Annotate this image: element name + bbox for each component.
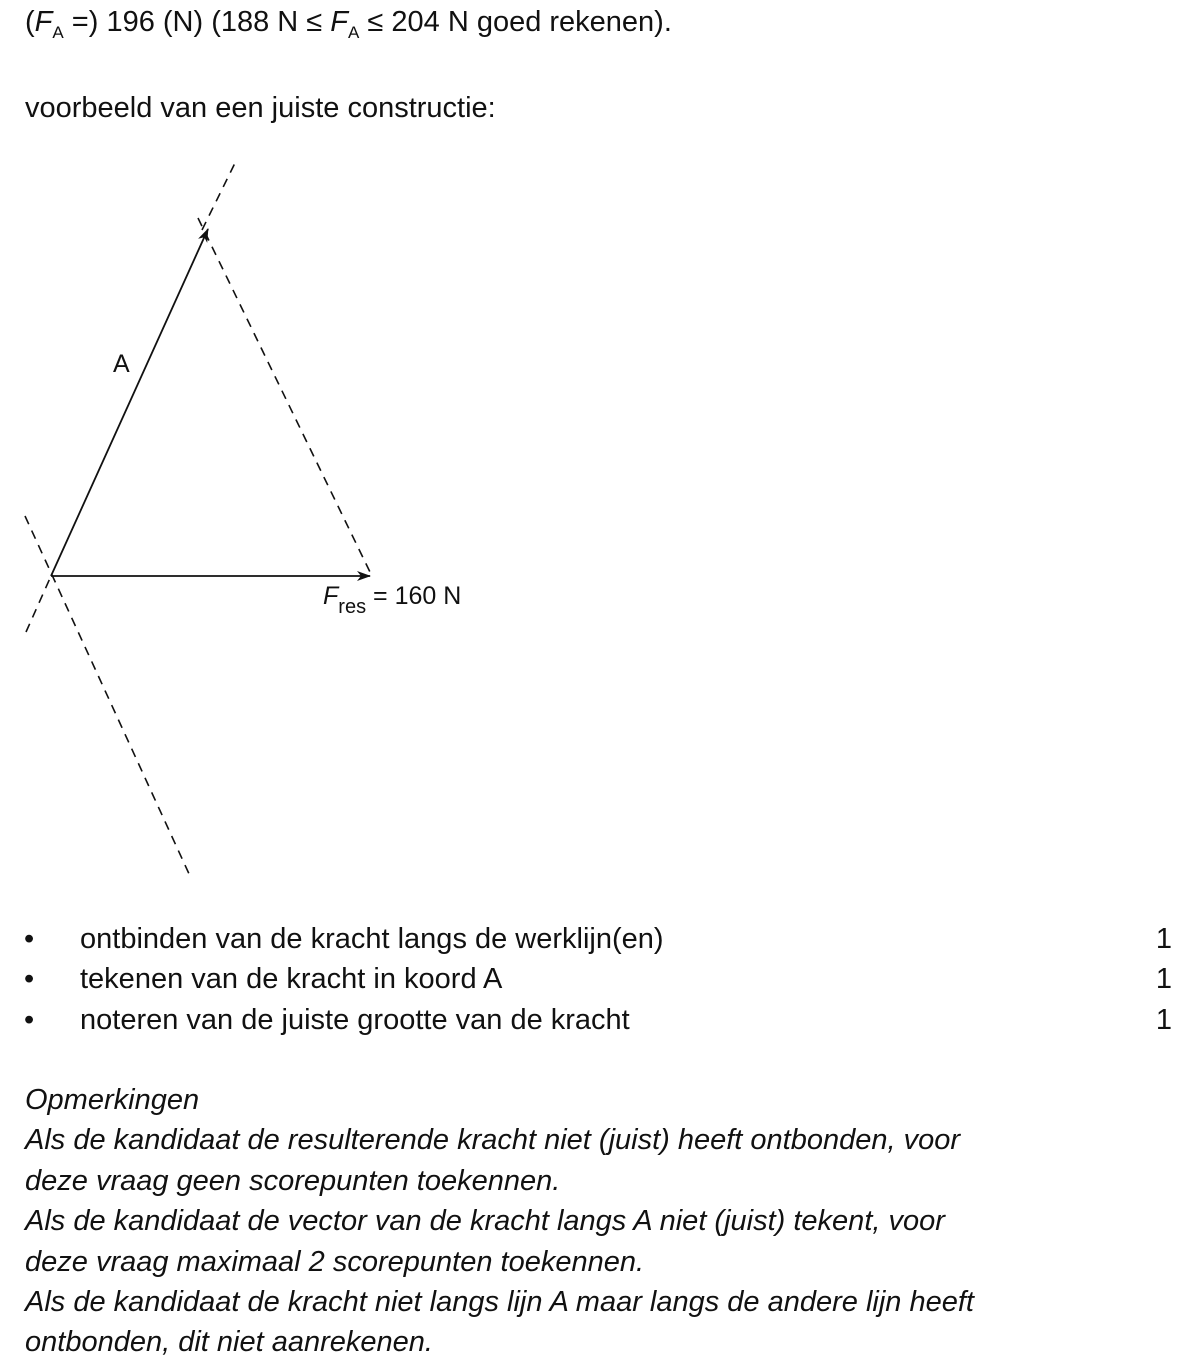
force-construction-diagram (0, 150, 520, 885)
remark-line: ontbonden, dit niet aanrekenen. (25, 1326, 433, 1358)
bullet: • (24, 923, 35, 955)
example-heading: voorbeeld van een juiste constructie: (25, 92, 496, 124)
criterion-text: ontbinden van de kracht langs de werklijn(en) (80, 923, 664, 955)
remark-line: Als de kandidaat de resulterende kracht niet (juist) heeft ontbonden, voor (25, 1124, 961, 1156)
label-fres-value: = 160 N (366, 582, 462, 610)
criterion-row (0, 1003, 1178, 1037)
criterion-row (0, 922, 1178, 956)
criterion-score: 1 (1155, 963, 1172, 995)
label-fres (323, 582, 461, 618)
vector-a-arrow (51, 229, 208, 576)
remark-line: Als de kandidaat de vector van de kracht langs A niet (juist) tekent, voor (25, 1205, 945, 1237)
werklijn-a-dashed-top (202, 163, 235, 230)
remark-line: Als de kandidaat de kracht niet langs lijn A maar langs de andere lijn heeft (25, 1286, 974, 1318)
criterion-score: 1 (1155, 923, 1172, 955)
bullet: • (24, 1004, 35, 1036)
parallel-construction-line (198, 218, 370, 572)
criterion-text: tekenen van de kracht in koord A (80, 963, 503, 995)
force-subscript-2: A (348, 23, 360, 42)
label-a: A (113, 350, 130, 378)
remark-line: deze vraag geen scorepunten toekennen. (25, 1165, 561, 1197)
label-fres-symbol: F (323, 582, 339, 610)
force-symbol-2: F (330, 6, 348, 38)
remarks-title: Opmerkingen (25, 1084, 200, 1116)
criterion-text: noteren van de juiste grootte van de kracht (80, 1004, 630, 1036)
force-subscript: A (52, 23, 64, 42)
werklijn-a-dashed (26, 576, 51, 632)
force-symbol: F (34, 6, 53, 38)
answer-value: =) 196 (N) (188 N ≤ (63, 6, 331, 38)
answer-open-paren: ( (25, 6, 35, 38)
label-fres-subscript: res (338, 596, 367, 618)
criterion-score: 1 (1155, 1004, 1172, 1036)
werklijn-b-dashed (25, 516, 190, 876)
criterion-row (0, 962, 1178, 996)
remark-line: deze vraag maximaal 2 scorepunten toekennen. (25, 1246, 645, 1278)
bullet: • (24, 963, 35, 995)
answer-range: ≤ 204 N goed rekenen). (359, 6, 672, 38)
answer-line (25, 5, 672, 50)
